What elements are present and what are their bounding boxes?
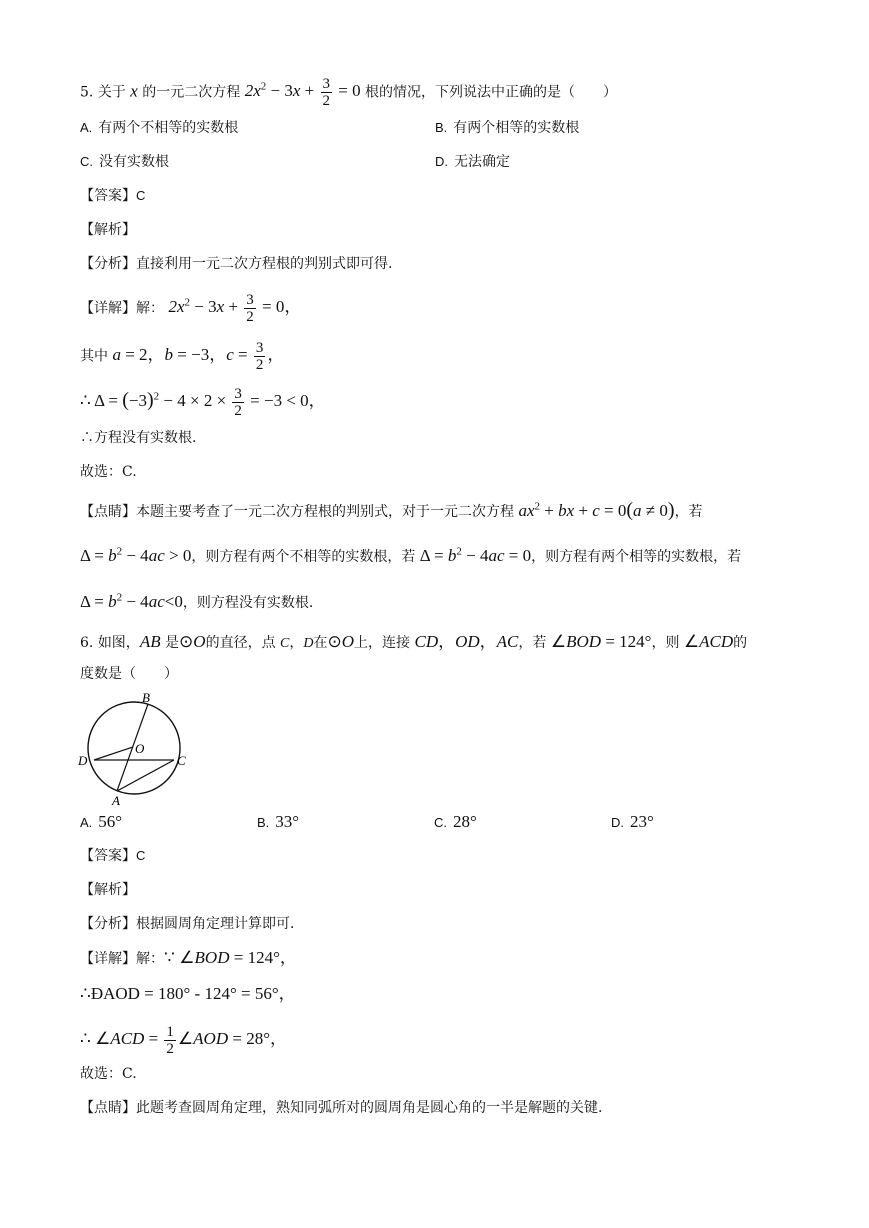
q5-stem-part: 关于 (97, 84, 126, 101)
q5-fenxi (80, 254, 392, 274)
q6-stem-line2 (80, 664, 178, 684)
fenxi-text: 直接利用一元二次方程根的判别式即可得. (136, 256, 393, 272)
dianjing-tag: 【点睛】 (80, 1100, 136, 1116)
q6-stem-part: 的直径，点 (205, 635, 276, 651)
q6-stem (80, 632, 747, 654)
q5-guxuan (80, 462, 137, 482)
q6-given: ∠BOD = 124°， (179, 948, 297, 967)
q6-number: 6. (80, 635, 94, 651)
analysis-tag: 【解析】 (80, 882, 136, 898)
label-o: O (135, 741, 145, 756)
q5-general-equation: $ax^2$ + bx + c = 0(a ≠ 0) (518, 499, 675, 521)
dianjing-text: 此题考查圆周角定理，熟知同弧所对的圆周角是圆心角的一半是解题的关键. (136, 1100, 603, 1116)
q5-var: x (130, 81, 138, 101)
q5-disc-negative: $\Delta = b^2 - 4ac<0$ (80, 591, 183, 611)
q6-circle-o: ⊙O (179, 632, 206, 651)
q5-conclusion (80, 428, 196, 448)
dianjing-text: ，则方程有两个相等的实数根，若 (531, 549, 742, 565)
dianjing-tag: 【点睛】 (80, 504, 136, 520)
q5-stem-part: 的一元二次方程 (142, 84, 241, 101)
q6-angle-bod: ∠BOD = 124° (550, 632, 652, 651)
dianjing-text: ，若 (674, 504, 703, 520)
option-label: B. (435, 120, 448, 135)
dianjing-text: ，则方程有两个不相等的实数根，若 (191, 549, 416, 565)
label-c: C (177, 753, 186, 768)
q5-option-a[interactable] (80, 118, 238, 138)
option-label: A. (80, 120, 93, 135)
q6-ab: AB (139, 632, 161, 651)
q6-stem-part: 在 (313, 635, 328, 651)
q5-equation-repeat: $2x^2 - 3x$ + $\frac{3}{2}$ = 0， (168, 292, 302, 325)
q6-option-b[interactable] (257, 812, 299, 833)
q6-circle-o2: ⊙O (327, 632, 355, 651)
fenxi-tag: 【分析】 (80, 256, 136, 272)
q6-stem-part: 的 (733, 635, 748, 651)
q5-equation: $2x^2 - 3x$ + $\frac{3}{2}$ = 0 (244, 76, 361, 109)
q5-option-b[interactable] (435, 118, 579, 138)
q6-aod-math: ∴ÐAOD = 180° - 124° = 56°， (80, 984, 296, 1003)
option-text: 没有实数根 (99, 154, 169, 170)
analysis-tag: 【解析】 (80, 222, 136, 238)
answer-value: C (136, 188, 146, 203)
q6-stem-part: 是 (165, 635, 180, 651)
q6-stem-part: ，则 (651, 635, 680, 651)
q5-stem (80, 76, 617, 109)
q5-option-c[interactable] (80, 152, 169, 172)
q6-circle-figure (72, 688, 192, 808)
q6-option-c[interactable] (434, 812, 477, 833)
option-text: 56° (98, 812, 123, 831)
q5-stem-part: 根的情况，下列说法中正确的是（ ） (365, 84, 618, 101)
q5-answer (80, 186, 151, 206)
q6-dianjing (80, 1098, 602, 1118)
q5-option-d[interactable] (435, 152, 510, 172)
dianjing-text: ，则方程没有实数根. (182, 595, 314, 611)
q6-acd-math: ∴ ∠ACD = $\frac{1}{2}$ ∠AOD = 28°， (80, 1024, 287, 1057)
q6-segments: CD，OD，AC (414, 632, 519, 651)
q5-xiangjie (80, 292, 301, 325)
q5-analysis-heading (80, 220, 136, 240)
circle-o (88, 702, 180, 794)
q6-stem-part: 度数是（ ） (80, 666, 178, 682)
q6-aod (80, 984, 296, 1005)
q5-dianjing-2 (80, 546, 741, 567)
xiangjie-tag: 【详解】 (80, 951, 136, 967)
segment-ac (117, 760, 174, 791)
q6-analysis-heading (80, 880, 136, 900)
q5-dianjing-1 (80, 500, 703, 522)
q6-stem-part: 上，连接 (354, 635, 411, 651)
guxuan-text: 故选：C. (80, 464, 137, 480)
q5-disc-zero: $\Delta = b^2 - 4ac = 0$ (419, 545, 532, 565)
q6-stem-part: ，若 (518, 635, 547, 651)
q5-number: 5. (80, 84, 94, 101)
because-symbol: ∵ (164, 948, 175, 967)
q6-point-c: C (280, 636, 290, 651)
label-b: B (142, 690, 150, 705)
q6-stem-part: ， (289, 635, 304, 651)
conclusion-text: ∴方程没有实数根. (80, 430, 197, 446)
q5-dianjing-3 (80, 592, 313, 613)
jie-text: 解： (136, 951, 164, 967)
q6-xiangjie (80, 948, 297, 969)
option-label: C. (80, 154, 93, 169)
fenxi-tag: 【分析】 (80, 916, 136, 932)
q6-fenxi (80, 914, 294, 934)
option-label: B. (257, 815, 270, 830)
option-text: 33° (275, 812, 300, 831)
xiangjie-tag: 【详解】 (80, 300, 136, 317)
q5-discriminant (80, 386, 326, 419)
q6-option-d[interactable] (611, 812, 654, 833)
option-label: D. (435, 154, 448, 169)
q6-guxuan (80, 1064, 137, 1084)
option-label: C. (434, 815, 447, 830)
answer-tag: 【答案】 (80, 188, 136, 204)
fenxi-text: 根据圆周角定理计算即可. (136, 916, 295, 932)
guxuan-text: 故选：C. (80, 1066, 137, 1082)
q6-angle-acd: ∠ACD (683, 632, 734, 651)
q6-point-d: D (303, 636, 314, 651)
label-d: D (78, 753, 88, 768)
label-a: A (112, 793, 120, 808)
q6-stem-part: 如图， (97, 635, 140, 651)
segment-od (94, 747, 133, 760)
answer-tag: 【答案】 (80, 848, 136, 864)
option-text: 28° (453, 812, 477, 831)
jie-text: 解： (136, 300, 164, 317)
q5-coefficients (80, 340, 284, 373)
answer-value: C (136, 848, 146, 863)
qizhong-text: 其中 (80, 348, 108, 365)
q6-option-a[interactable] (80, 812, 122, 833)
q5-discriminant-math: ∴ $\Delta = (-3)^2 - 4 \times 2$ × $\frac{3}{2}$ = −3 < 0， (80, 386, 326, 419)
option-text: 23° (630, 812, 654, 831)
option-text: 有两个不相等的实数根 (98, 120, 239, 136)
option-text: 有两个相等的实数根 (453, 120, 580, 136)
dianjing-text: 本题主要考查了一元二次方程根的判别式，对于一元二次方程 (136, 504, 514, 520)
option-label: A. (80, 815, 93, 830)
q5-disc-positive: $\Delta = b^2 - 4ac > 0$ (80, 545, 192, 565)
option-text: 无法确定 (454, 154, 510, 170)
q6-answer (80, 846, 151, 866)
q5-coeff-math: a = 2，b = −3，c = $\frac{3}{2}$ ， (112, 340, 285, 373)
q6-acd (80, 1024, 287, 1057)
option-label: D. (611, 815, 624, 830)
